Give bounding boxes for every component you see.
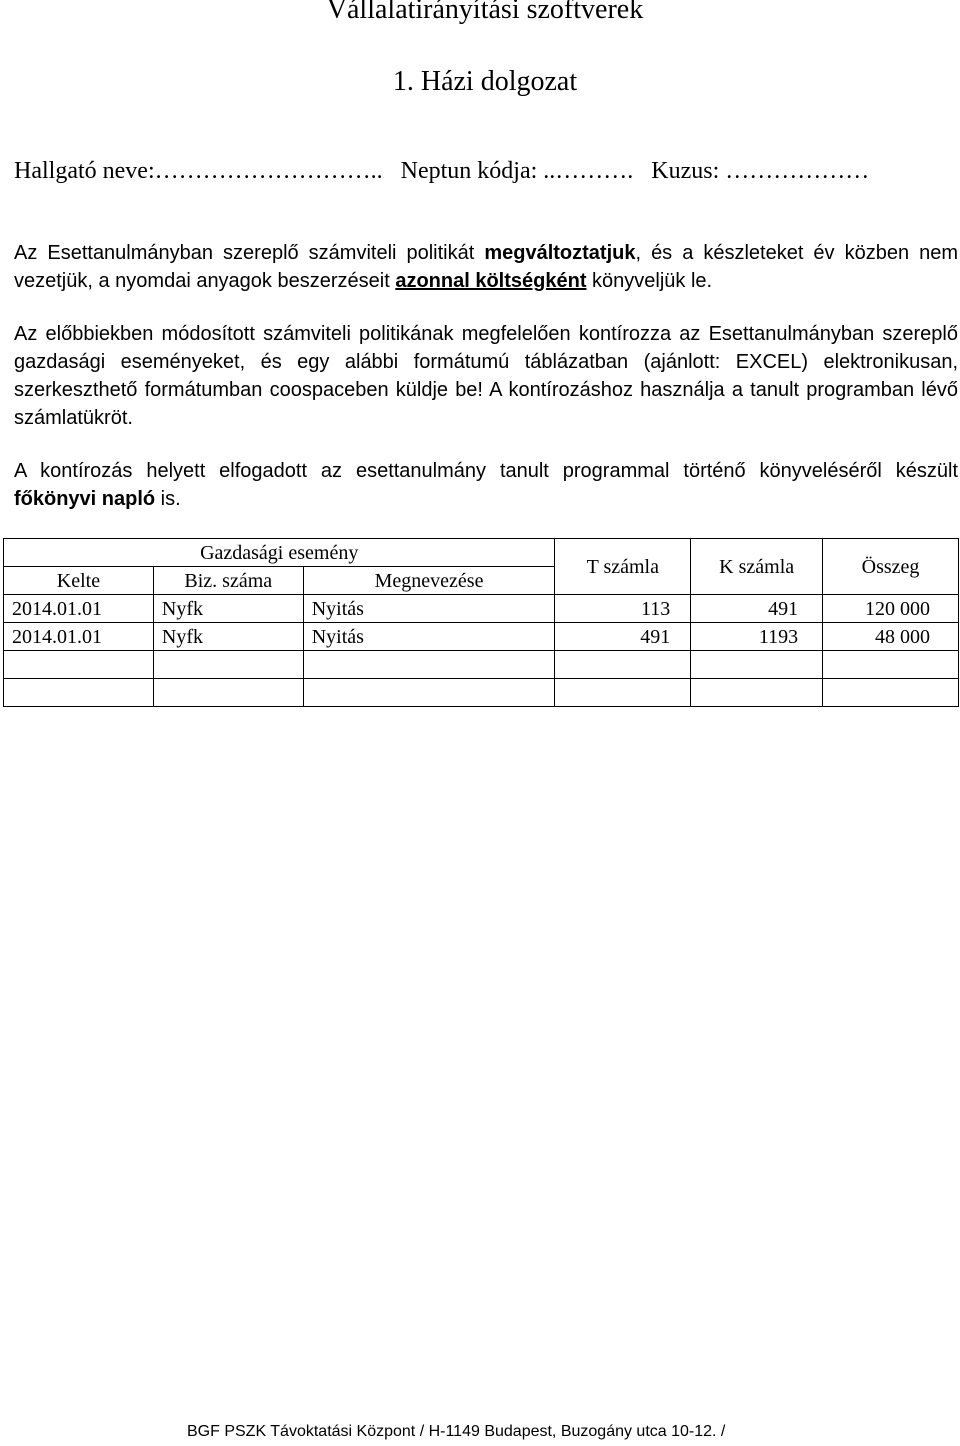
empty-cell bbox=[153, 679, 303, 707]
policy-paragraph bbox=[14, 239, 958, 295]
credit-account-header: K számla bbox=[691, 539, 823, 595]
row-debit: 491 bbox=[555, 623, 691, 651]
empty-cell bbox=[4, 651, 154, 679]
row-name: Nyitás bbox=[303, 595, 555, 623]
neptun-code-field: Neptun kódja: ..………. bbox=[400, 158, 634, 184]
instruction-paragraph: Az előbbiekben módosított számviteli politikának megfelelően kontírozza az Esettanulmányban szereplő gazdasági eseményeket, és egy alábbi formátumú táblázatban (ajánlott: EXCEL) elektronikusan, szerkeszthető formátumban coospaceben küldje be! A kontírozáshoz használja a tanult programban lévő számlatükröt. bbox=[14, 323, 958, 429]
journal-table bbox=[3, 538, 959, 707]
amount-header: Összeg bbox=[823, 539, 959, 595]
empty-cell bbox=[691, 651, 823, 679]
date-header: Kelte bbox=[4, 567, 154, 595]
row-credit: 491 bbox=[691, 595, 823, 623]
description-header: Megnevezése bbox=[303, 567, 555, 595]
row-debit: 113 bbox=[555, 595, 691, 623]
alternative-tail: is. bbox=[155, 488, 181, 510]
row-date: 2014.01.01 bbox=[4, 595, 154, 623]
business-event-group-header: Gazdasági esemény bbox=[4, 539, 555, 567]
policy-text-2: , és a készleteket év közben nem vezetjük, a nyomdai anyagok beszerzéseit bbox=[14, 242, 958, 292]
empty-cell bbox=[823, 651, 959, 679]
assignment-subtitle: 1. Házi dolgozat bbox=[392, 66, 578, 97]
empty-cell bbox=[691, 679, 823, 707]
student-name-field: Hallgató neve:……………………….. bbox=[14, 158, 383, 184]
policy-bold-expense: azonnal költségként bbox=[395, 270, 587, 292]
empty-table-row bbox=[4, 679, 959, 707]
alternative-paragraph bbox=[14, 457, 958, 513]
row-name: Nyitás bbox=[303, 623, 555, 651]
row-date: 2014.01.01 bbox=[4, 623, 154, 651]
debit-account-header: T számla bbox=[555, 539, 691, 595]
empty-cell bbox=[153, 651, 303, 679]
row-doc: Nyfk bbox=[153, 623, 303, 651]
policy-bold-change: megváltoztatjuk bbox=[484, 242, 636, 264]
document-number-header: Biz. száma bbox=[153, 567, 303, 595]
empty-cell bbox=[303, 651, 555, 679]
row-amount: 120 000 bbox=[823, 595, 959, 623]
document-title: Vállalatirányítási szoftverek bbox=[326, 0, 644, 25]
empty-cell bbox=[823, 679, 959, 707]
row-amount: 48 000 bbox=[823, 623, 959, 651]
table-row bbox=[4, 623, 959, 651]
empty-cell bbox=[303, 679, 555, 707]
policy-text-3: könyveljük le. bbox=[586, 270, 713, 292]
row-doc: Nyfk bbox=[153, 595, 303, 623]
empty-cell bbox=[555, 651, 691, 679]
student-info-line bbox=[14, 156, 869, 186]
alternative-text: A kontírozás helyett elfogadott az esettanulmány tanult programmal történő könyveléséről készült bbox=[14, 460, 958, 482]
page-footer: BGF PSZK Távoktatási Központ / H-1149 Budapest, Buzogány utca 10-12. / bbox=[187, 1423, 726, 1440]
policy-text-1: Az Esettanulmányban szereplő számviteli politikát bbox=[14, 242, 485, 264]
empty-cell bbox=[4, 679, 154, 707]
empty-table-row bbox=[4, 651, 959, 679]
kuzus-field: Kuzus: ……………… bbox=[651, 158, 870, 184]
empty-cell bbox=[555, 679, 691, 707]
table-row bbox=[4, 595, 959, 623]
row-credit: 1193 bbox=[691, 623, 823, 651]
ledger-journal-bold: főkönyvi napló bbox=[14, 488, 156, 510]
